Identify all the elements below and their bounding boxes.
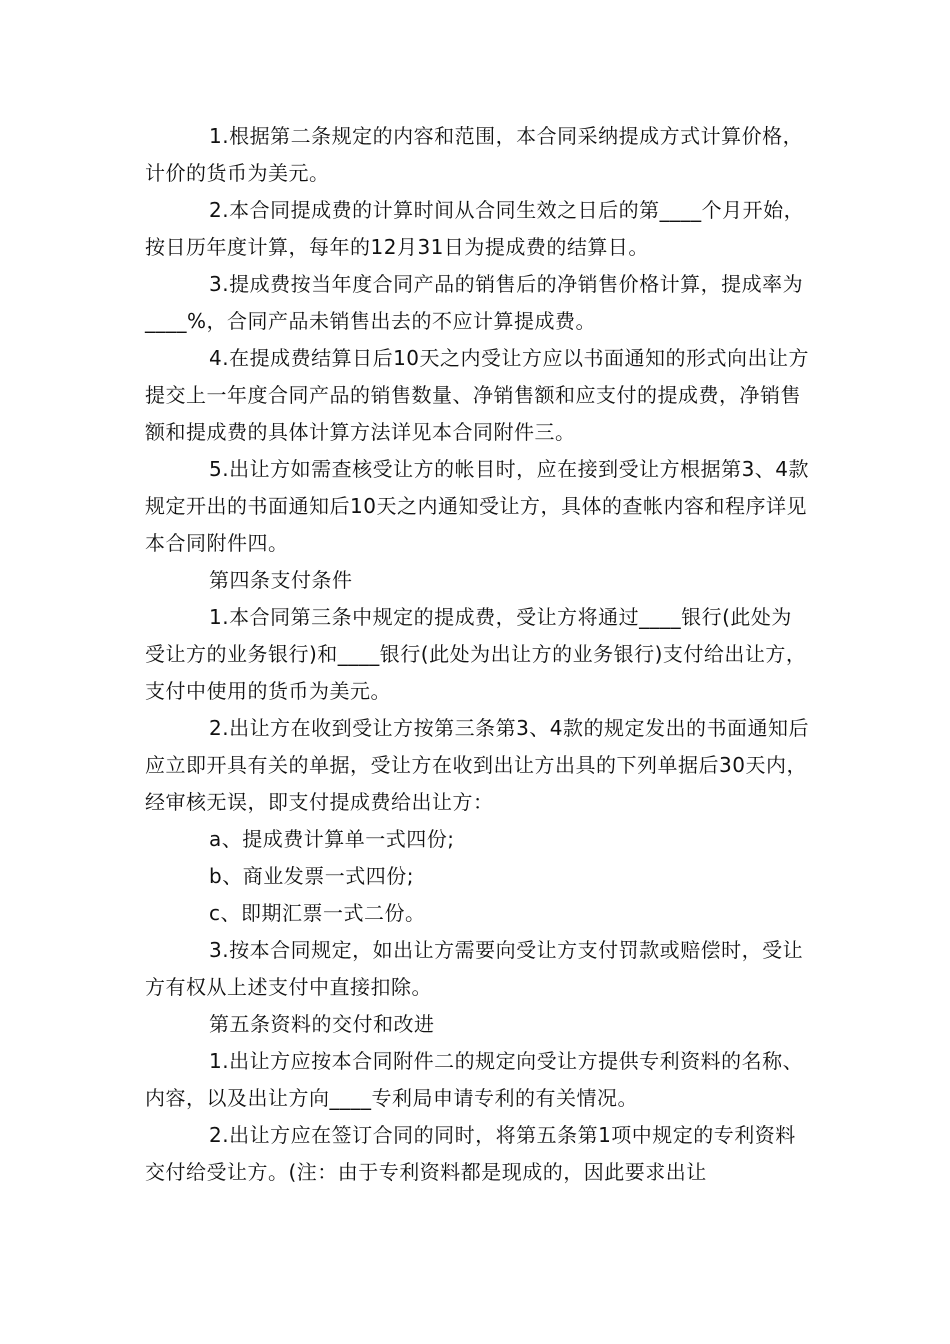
paragraph: 1.出让方应按本合同附件二的规定向受让方提供专利资料的名称、内容，以及出让方向____专利局申请专利的有关情况。 [145,1049,804,1110]
document-body [145,118,810,1191]
paragraph: 1.根据第二条规定的内容和范围，本合同采纳提成方式计算价格，计价的货币为美元。 [145,124,804,185]
paragraph: 2.出让方在收到受让方按第三条第3、4款的规定发出的书面通知后应立即开具有关的单据，受让方在收到出让方出具的下列单据后30天内，经审核无误，即支付提成费给出让方： [145,716,810,814]
section-heading: 第五条资料的交付和改进 [209,1012,435,1036]
paragraph: 1.本合同第三条中规定的提成费，受让方将通过____银行(此处为受让方的业务银行)和____银行(此处为出让方的业务银行)支付给出让方，支付中使用的货币为美元。 [145,605,807,703]
list-item: c、即期汇票一式二份。 [209,901,426,925]
paragraph: 4.在提成费结算日后10天之内受让方应以书面通知的形式向出让方提交上一年度合同产品的销售数量、净销售额和应支付的提成费，净销售额和提成费的具体计算方法详见本合同附件三。 [145,346,810,444]
list-item: b、商业发票一式四份; [209,864,414,888]
paragraph: 3.按本合同规定，如出让方需要向受让方支付罚款或赔偿时，受让方有权从上述支付中直接扣除。 [145,938,804,999]
paragraph: 5.出让方如需查核受让方的帐目时，应在接到受让方根据第3、4款规定开出的书面通知后10天之内通知受让方，具体的查帐内容和程序详见本合同附件四。 [145,457,810,555]
paragraph: 2.出让方应在签订合同的同时，将第五条第1项中规定的专利资料交付给受让方。(注：由于专利资料都是现成的，因此要求出让 [145,1123,796,1184]
list-item: a、提成费计算单一式四份; [209,827,455,851]
paragraph: 2.本合同提成费的计算时间从合同生效之日后的第____个月开始，按日历年度计算，每年的12月31日为提成费的结算日。 [145,198,805,259]
paragraph: 3.提成费按当年度合同产品的销售后的净销售价格计算，提成率为____%，合同产品未销售出去的不应计算提成费。 [145,272,804,333]
section-heading: 第四条支付条件 [209,568,353,592]
